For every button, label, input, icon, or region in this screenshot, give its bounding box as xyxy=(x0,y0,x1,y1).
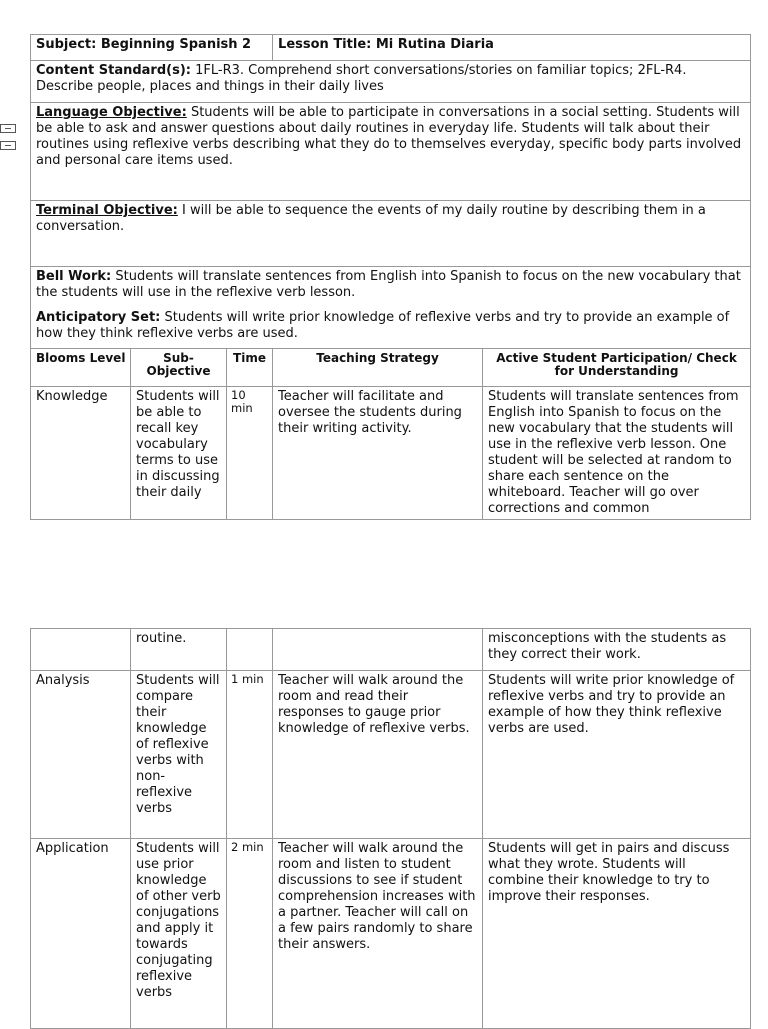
terminal-objective-cell xyxy=(31,201,751,267)
participation-cell: Students will get in pairs and discuss what they wrote. Students will combine their knowledge to try to improve their responses. xyxy=(483,839,751,1029)
lesson-plan-page-1 xyxy=(30,34,750,520)
content-standard-label: Content Standard(s): xyxy=(36,63,191,78)
time-cell xyxy=(227,629,273,671)
lesson-title-cell: Lesson Title: Mi Rutina Diaria xyxy=(273,35,751,61)
bell-work-row xyxy=(31,267,751,349)
bell-work-text: Students will translate sentences from English into Spanish to focus on the new vocabulary that the students will use in the reflexive verb lesson. xyxy=(36,269,741,300)
language-objective-label: Language Objective: xyxy=(36,105,187,120)
lesson-plan-table xyxy=(30,34,751,520)
table-row xyxy=(31,671,751,839)
lesson-plan-page-2 xyxy=(30,628,750,1029)
table-row xyxy=(31,839,751,1029)
col-teaching-strategy: Teaching Strategy xyxy=(273,349,483,387)
table-row xyxy=(31,387,751,520)
sub-objective-cell: Students will be able to recall key vocabulary terms to use in discussing their daily xyxy=(131,387,227,520)
teaching-strategy-cell: Teacher will walk around the room and read their responses to gauge prior knowledge of reflexive verbs. xyxy=(273,671,483,839)
time-cell: 10 min xyxy=(227,387,273,520)
blooms-level-cell: Analysis xyxy=(31,671,131,839)
col-participation: Active Student Participation/ Check for Understanding xyxy=(483,349,751,387)
table-row xyxy=(31,629,751,671)
anticipatory-set-label: Anticipatory Set: xyxy=(36,310,161,325)
terminal-objective-text: I will be able to sequence the events of my daily routine by describing them in a conversation. xyxy=(36,203,706,234)
time-cell: 1 min xyxy=(227,671,273,839)
collapse-marker-icon xyxy=(0,124,16,133)
blooms-level-cell: Application xyxy=(31,839,131,1029)
blooms-level-cell: Knowledge xyxy=(31,387,131,520)
language-objective-row xyxy=(31,103,751,201)
blooms-level-cell xyxy=(31,629,131,671)
bell-work-cell xyxy=(31,267,751,349)
col-sub-objective: Sub-Objective xyxy=(131,349,227,387)
participation-cell: Students will write prior knowledge of reflexive verbs and try to provide an example of how they think reflexive verbs are used. xyxy=(483,671,751,839)
content-standard-text: 1FL-R3. Comprehend short conversations/stories on familiar topics; 2FL-R4. Describe people, places and things in their daily lives xyxy=(36,63,687,94)
language-objective-cell xyxy=(31,103,751,201)
participation-cell: Students will translate sentences from English into Spanish to focus on the new vocabulary that the students will use in the reflexive verb lesson. One student will be selected at random to share each sentence on the whiteboard. Teacher will go over corrections and common xyxy=(483,387,751,520)
terminal-objective-label: Terminal Objective: xyxy=(36,203,178,218)
collapse-marker-icon xyxy=(0,141,16,150)
participation-cell: misconceptions with the students as they correct their work. xyxy=(483,629,751,671)
anticipatory-set xyxy=(36,310,745,342)
column-header-row xyxy=(31,349,751,387)
content-standard-cell xyxy=(31,61,751,103)
sub-objective-cell: Students will use prior knowledge of other verb conjugations and apply it towards conjugating reflexive verbs xyxy=(131,839,227,1029)
lesson-plan-table-continued xyxy=(30,628,751,1029)
teaching-strategy-cell: Teacher will walk around the room and listen to student discussions to see if student comprehension increases with a partner. Teacher will call on a few pairs randomly to share their answers. xyxy=(273,839,483,1029)
bell-work xyxy=(36,269,745,301)
sub-objective-cell: routine. xyxy=(131,629,227,671)
teaching-strategy-cell: Teacher will facilitate and oversee the students during their writing activity. xyxy=(273,387,483,520)
col-blooms-level: Blooms Level xyxy=(31,349,131,387)
anticipatory-set-text: Students will write prior knowledge of reflexive verbs and try to provide an example of how they think reflexive verbs are used. xyxy=(36,310,730,341)
col-time: Time xyxy=(227,349,273,387)
teaching-strategy-cell xyxy=(273,629,483,671)
content-standard-row xyxy=(31,61,751,103)
subject-cell: Subject: Beginning Spanish 2 xyxy=(31,35,273,61)
terminal-objective-row xyxy=(31,201,751,267)
bell-work-label: Bell Work: xyxy=(36,269,112,284)
time-cell: 2 min xyxy=(227,839,273,1029)
header-row xyxy=(31,35,751,61)
sub-objective-cell: Students will compare their knowledge of reflexive verbs with non-reflexive verbs xyxy=(131,671,227,839)
language-objective-text: Students will be able to participate in conversations in a social setting. Students will be able to ask and answer questions about daily routines in everyday life. Students will talk about their routines using reflexive verbs describing what they do to themselves everyday, specific body parts involved and personal care items used. xyxy=(36,105,742,168)
